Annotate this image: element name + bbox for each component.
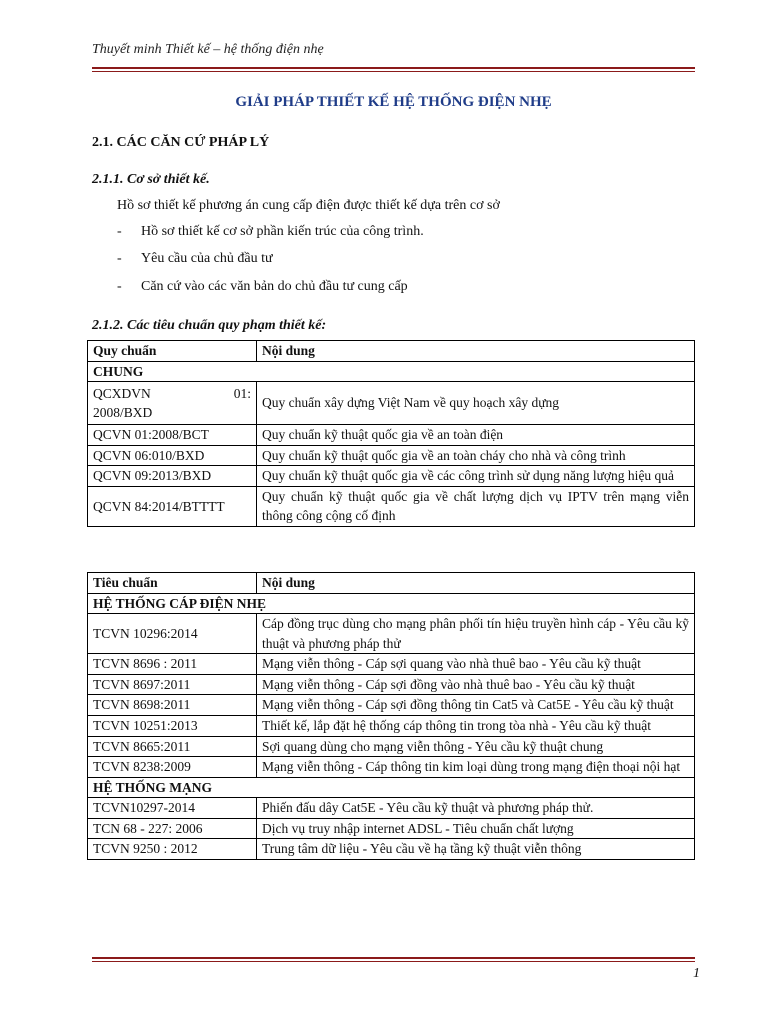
content-cell: Mạng viễn thông - Cáp thông tin kim loại dùng trong mạng điện thoại nội hạt [257, 757, 695, 778]
code-cell: TCVN 8697:2011 [88, 674, 257, 695]
footer-rule-thin [92, 961, 695, 962]
content-cell: Thiết kế, lắp đặt hệ thống cáp thông tin trong tòa nhà - Yêu cầu kỹ thuật [257, 715, 695, 736]
subsection-heading-standards: 2.1.2. Các tiêu chuẩn quy phạm thiết kế: [92, 318, 327, 333]
content-cell: Sợi quang dùng cho mạng viễn thông - Yêu cầu kỹ thuật chung [257, 736, 695, 757]
subsection-heading-basis: 2.1.1. Cơ sở thiết kế. [92, 172, 210, 187]
code-cell: TCVN 8698:2011 [88, 695, 257, 716]
table-row [88, 382, 695, 425]
code-cell: TCVN 8238:2009 [88, 757, 257, 778]
content-cell: Phiến đấu dây Cat5E - Yêu cầu kỹ thuật và phương pháp thử. [257, 798, 695, 819]
column-header: Quy chuẩn [88, 341, 257, 362]
table-row [88, 757, 695, 778]
table-row [88, 695, 695, 716]
table-header-row [88, 341, 695, 362]
table-header-row [88, 573, 695, 594]
table-section-row: HỆ THỐNG CÁP ĐIỆN NHẸ [88, 593, 695, 614]
table-row [88, 715, 695, 736]
standards-table [87, 572, 695, 860]
bullet-item: - Hồ sơ thiết kế cơ sở phần kiến trúc của công trình. [117, 224, 424, 239]
footer-rule [92, 957, 695, 959]
table-row [88, 736, 695, 757]
content-cell: Dịch vụ truy nhập internet ADSL - Tiêu chuẩn chất lượng [257, 818, 695, 839]
code-cell: TCN 68 - 227: 2006 [88, 818, 257, 839]
code-cell: TCVN 9250 : 2012 [88, 839, 257, 860]
code-cell: TCVN 10251:2013 [88, 715, 257, 736]
table-row [88, 818, 695, 839]
content-cell: Mạng viễn thông - Cáp sợi đồng vào nhà thuê bao - Yêu cầu kỹ thuật [257, 674, 695, 695]
content-cell: Quy chuẩn kỹ thuật quốc gia về các công trình sử dụng năng lượng hiệu quả [257, 466, 695, 487]
code-cell: QCVN 09:2013/BXD [88, 466, 257, 487]
header-rule [92, 67, 695, 69]
header-rule-thin [92, 71, 695, 72]
code-cell: TCVN 10296:2014 [88, 614, 257, 654]
code-cell: QCXDVN 01: 2008/BXD [88, 382, 257, 425]
table-row [88, 614, 695, 654]
code-cell: QCVN 01:2008/BCT [88, 425, 257, 446]
content-cell: Quy chuẩn kỹ thuật quốc gia về an toàn cháy cho nhà và công trình [257, 445, 695, 466]
column-header: Tiêu chuẩn [88, 573, 257, 594]
column-header: Nội dung [257, 573, 695, 594]
table-row [88, 486, 695, 526]
code-cell: TCVN10297-2014 [88, 798, 257, 819]
table-row [88, 466, 695, 487]
content-cell: Mạng viễn thông - Cáp sợi đồng thông tin Cat5 và Cat5E - Yêu cầu kỹ thuật [257, 695, 695, 716]
bullet-item: - Yêu cầu của chủ đầu tư [117, 251, 273, 266]
code-cell: TCVN 8696 : 2011 [88, 654, 257, 675]
column-header: Nội dung [257, 341, 695, 362]
content-cell: Quy chuẩn kỹ thuật quốc gia về an toàn điện [257, 425, 695, 446]
intro-paragraph: Hồ sơ thiết kế phương án cung cấp điện được thiết kế dựa trên cơ sở [117, 198, 500, 213]
regulations-table [87, 340, 695, 527]
content-cell: Mạng viễn thông - Cáp sợi quang vào nhà thuê bao - Yêu cầu kỹ thuật [257, 654, 695, 675]
code-cell: QCVN 84:2014/BTTTT [88, 486, 257, 526]
document-title: GIẢI PHÁP THIẾT KẾ HỆ THỐNG ĐIỆN NHẸ [235, 94, 552, 110]
table-row [88, 839, 695, 860]
section-heading: 2.1. CÁC CĂN CỨ PHÁP LÝ [92, 135, 270, 150]
table-row [88, 654, 695, 675]
table-section-row: HỆ THỐNG MẠNG [88, 777, 695, 798]
page-number: 1 [693, 966, 700, 981]
code-cell: TCVN 8665:2011 [88, 736, 257, 757]
page-header: Thuyết minh Thiết kế – hệ thống điện nhẹ [92, 42, 324, 57]
table-row [88, 674, 695, 695]
content-cell: Quy chuẩn kỹ thuật quốc gia về chất lượng dịch vụ IPTV trên mạng viễn thông công cộng cố định [257, 486, 695, 526]
table-row [88, 425, 695, 446]
content-cell: Trung tâm dữ liệu - Yêu cầu về hạ tầng kỹ thuật viễn thông [257, 839, 695, 860]
table-row [88, 445, 695, 466]
code-cell: QCVN 06:010/BXD [88, 445, 257, 466]
table-section-row: CHUNG [88, 361, 695, 382]
content-cell: Cáp đồng trục dùng cho mạng phân phối tín hiệu truyền hình cáp - Yêu cầu kỹ thuật và phương pháp thử [257, 614, 695, 654]
table-row [88, 798, 695, 819]
content-cell: Quy chuẩn xây dựng Việt Nam về quy hoạch xây dựng [257, 382, 695, 425]
bullet-item: - Căn cứ vào các văn bản do chủ đầu tư cung cấp [117, 279, 408, 294]
